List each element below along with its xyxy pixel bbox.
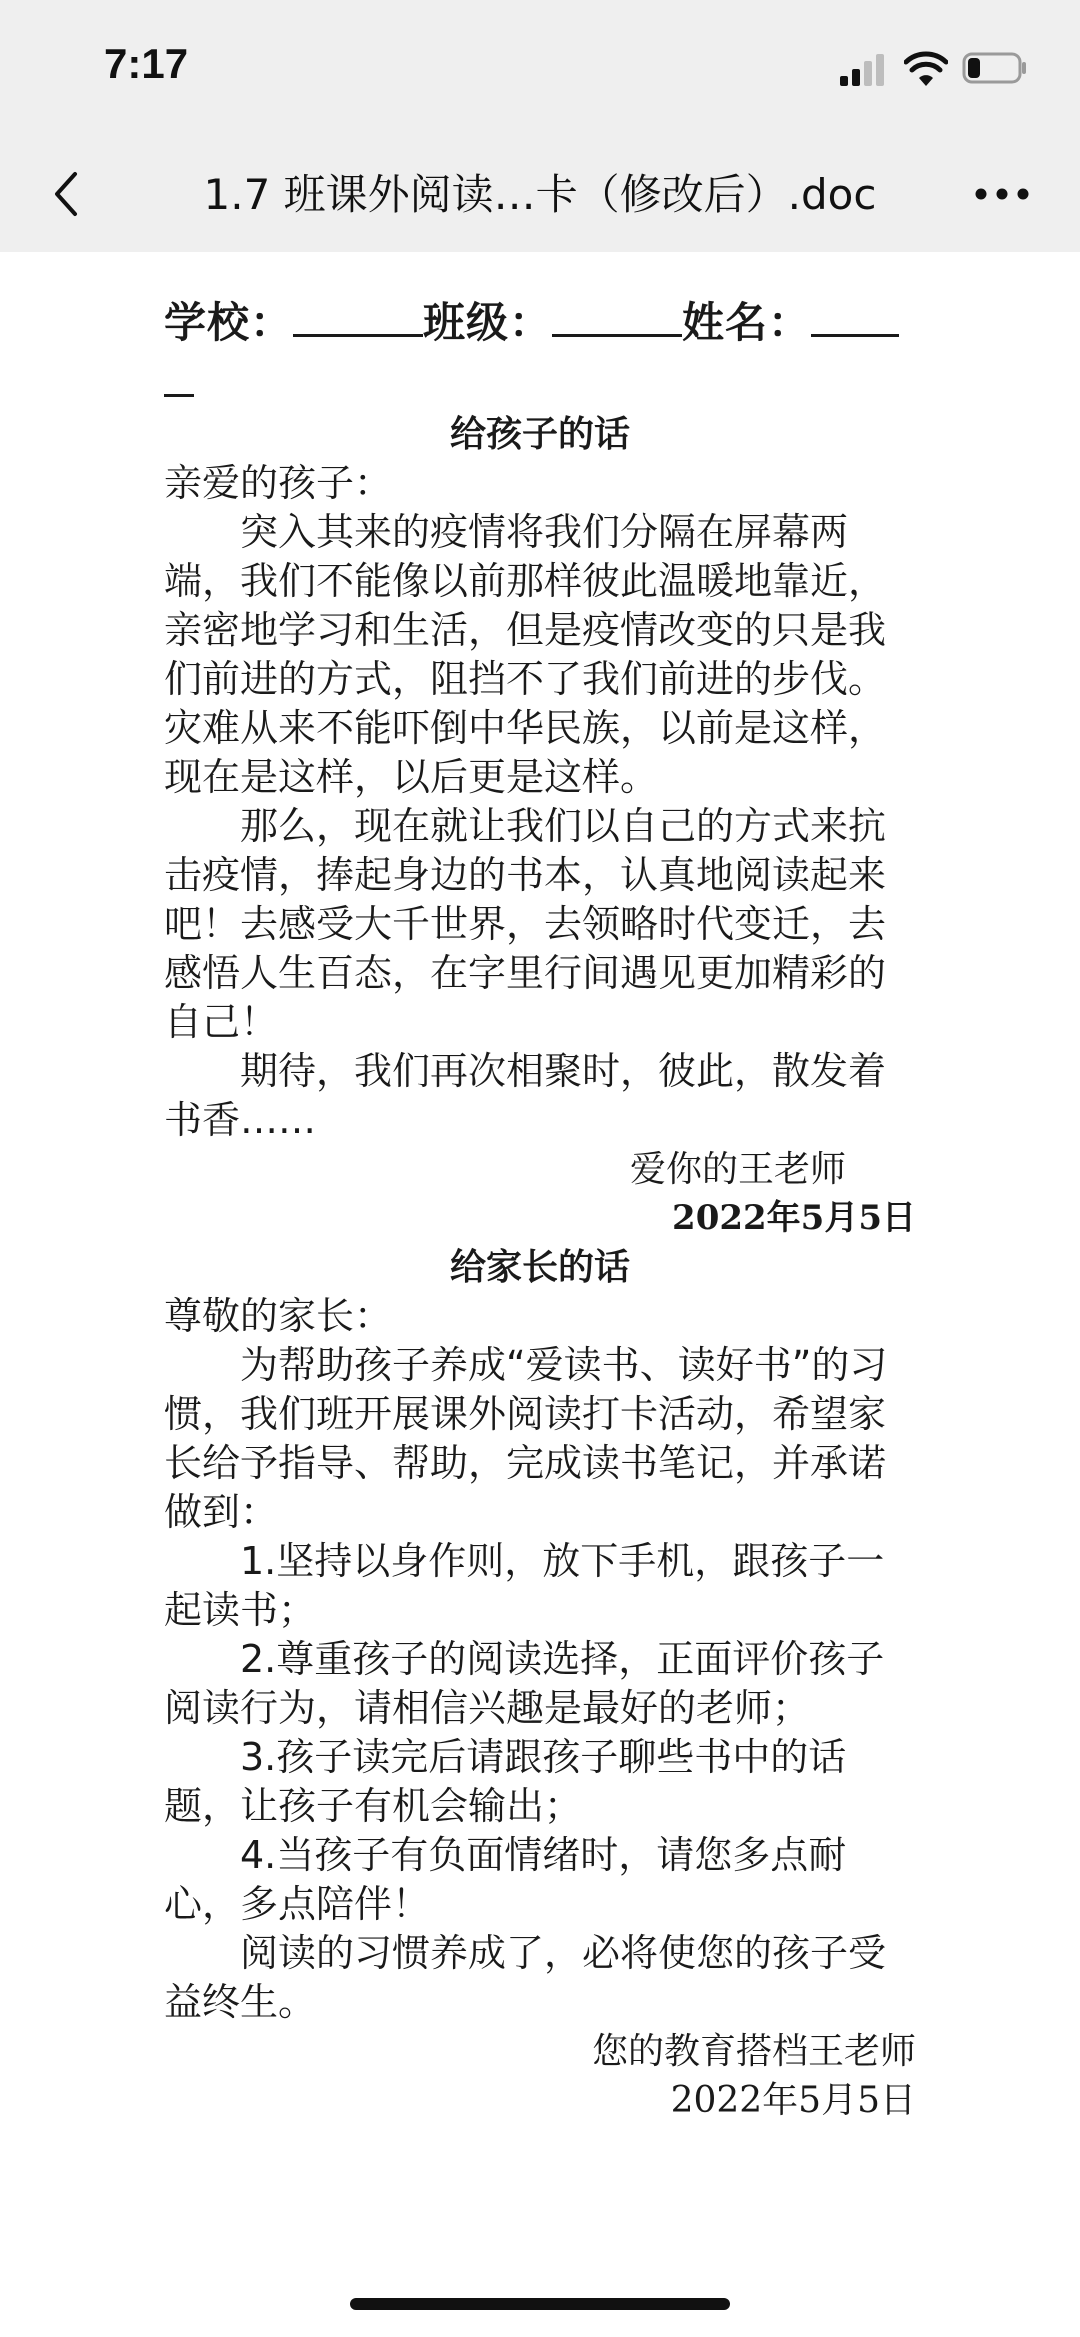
nav-bar — [0, 136, 1080, 252]
document-content — [164, 294, 916, 2125]
school-label: 学校： — [164, 298, 294, 347]
status-time: 7:17 — [104, 40, 189, 87]
name-blank-continuation — [164, 352, 916, 410]
letter-child-paragraph-3: 期待，我们再次相聚时，彼此，散发着书香…… — [164, 1049, 887, 1142]
letter-parent-item-2: 2.尊重孩子的阅读选择，正面评价孩子阅读行为，请相信兴趣是最好的老师； — [164, 1637, 885, 1730]
letter-parent-item-1: 1.坚持以身作则，放下手机，跟孩子一起读书； — [164, 1539, 885, 1632]
document-page[interactable] — [0, 252, 1080, 2337]
document-title: 1.7 班课外阅读…卡（修改后）.doc — [203, 170, 877, 219]
class-blank — [552, 294, 682, 337]
letter-child-date: 2022年5月5日 — [672, 1198, 916, 1238]
letter-child-title: 给孩子的话 — [449, 413, 630, 455]
back-button[interactable] — [36, 164, 96, 224]
letter-parent-title: 给家长的话 — [449, 1246, 630, 1288]
status-bar — [0, 0, 1080, 136]
wifi-icon — [904, 48, 948, 88]
name-blank-wrap — [164, 364, 194, 397]
letter-parent-intro: 为帮助孩子养成“爱读书、读好书”的习惯，我们班开展课外阅读打卡活动，希望家长给予指导、帮助，完成读书笔记，并承诺做到： — [164, 1343, 888, 1534]
name-blank — [811, 294, 899, 337]
school-blank — [293, 294, 423, 337]
header-fields-line — [164, 294, 916, 352]
letter-parent-date: 2022年5月5日 — [670, 2080, 916, 2121]
letter-parent-salutation: 尊敬的家长： — [164, 1294, 393, 1338]
home-indicator[interactable] — [350, 2298, 730, 2310]
cellular-signal-icon — [838, 52, 886, 88]
letter-parent-item-4: 4.当孩子有负面情绪时，请您多点耐心，多点陪伴！ — [164, 1833, 847, 1926]
battery-icon — [962, 50, 1028, 86]
letter-parent-item-3: 3.孩子读完后请跟孩子聊些书中的话题，让孩子有机会输出； — [164, 1735, 847, 1828]
name-label: 姓名： — [682, 298, 812, 347]
letter-child-paragraph-2: 那么，现在就让我们以自己的方式来抗击疫情，捧起身边的书本，认真地阅读起来吧！去感受大千世界，去领略时代变迁，去感悟人生百态，在字里行间遇见更加精彩的自己！ — [164, 804, 887, 1044]
letter-parent-signature: 您的教育搭档王老师 — [591, 2031, 916, 2072]
more-horizontal-icon — [974, 187, 1030, 201]
more-options-button[interactable] — [966, 164, 1038, 224]
chevron-left-icon — [51, 170, 81, 218]
letter-child-paragraph-1: 突入其来的疫情将我们分隔在屏幕两端，我们不能像以前那样彼此温暖地靠近，亲密地学习和生活，但是疫情改变的只是我们前进的方式，阻挡不了我们前进的步伐。灾难从来不能吓倒中华民族，以前是这样，现在是这样，以后更是这样。 — [164, 510, 887, 799]
letter-parent-closing: 阅读的习惯养成了，必将使您的孩子受益终生。 — [164, 1931, 887, 2024]
letter-child-salutation: 亲爱的孩子： — [164, 461, 393, 505]
class-label: 班级： — [423, 298, 553, 347]
letter-child-signature: 爱你的王老师 — [629, 1149, 846, 1190]
